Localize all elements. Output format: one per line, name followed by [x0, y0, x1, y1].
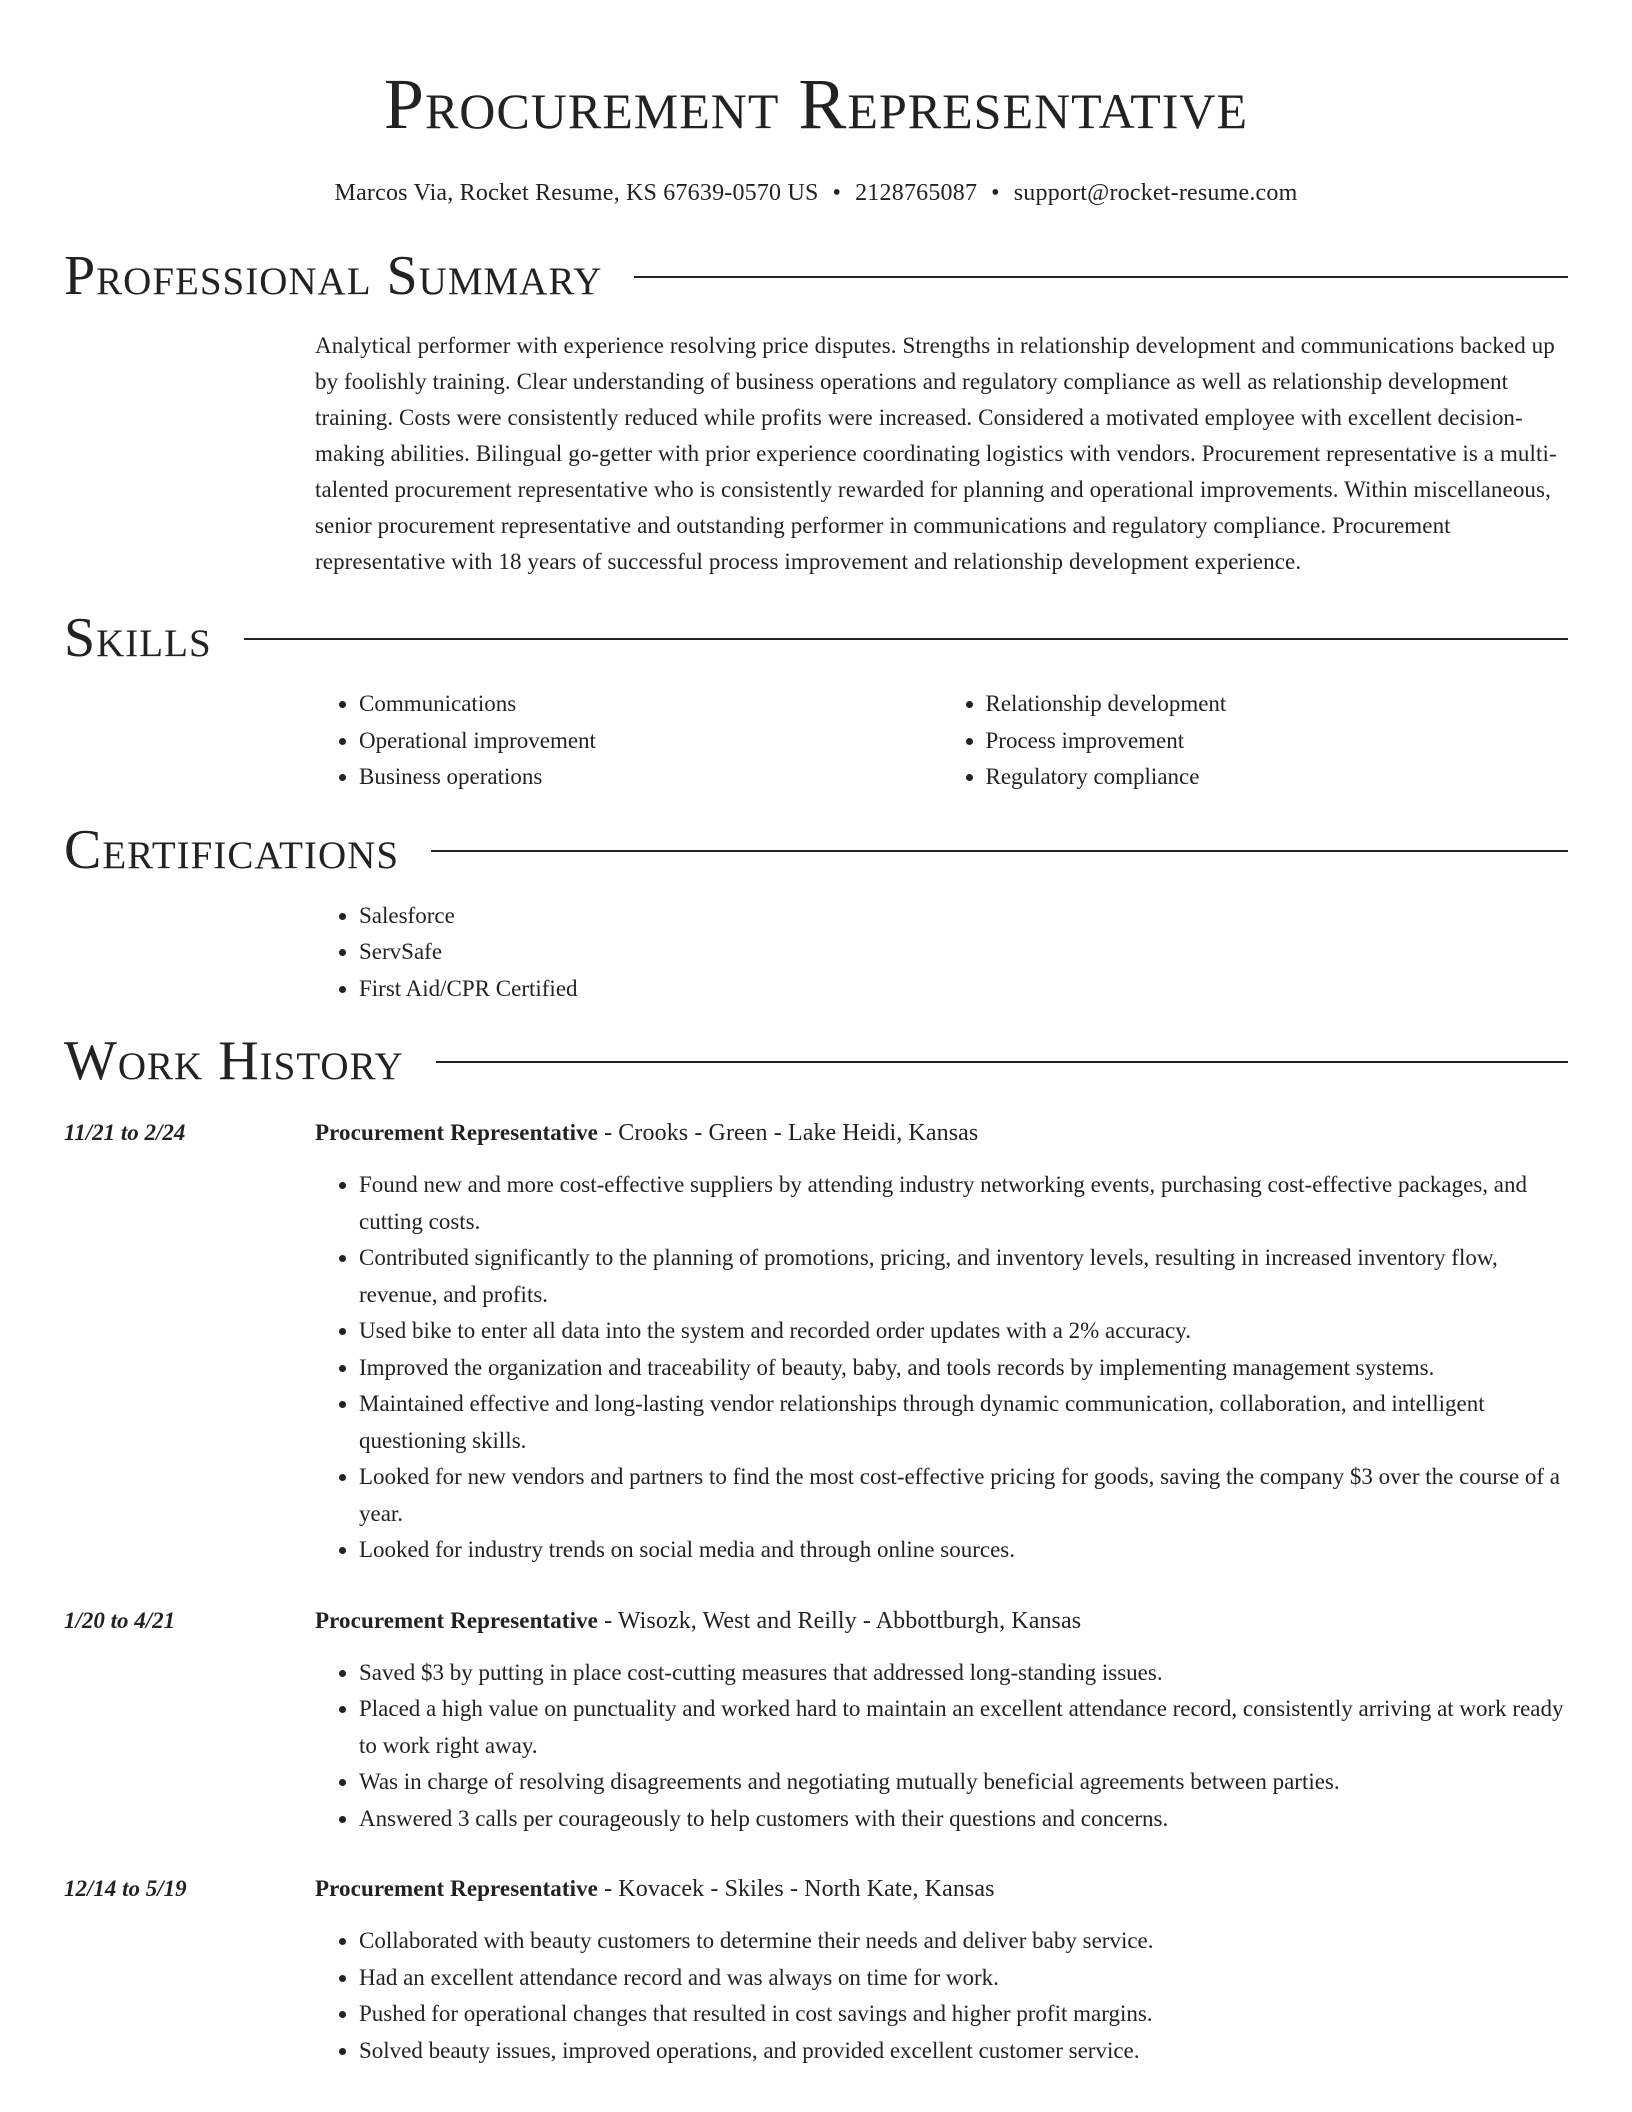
skill-item: • Operational improvement [359, 723, 942, 760]
section-divider [431, 850, 1568, 852]
contact-email[interactable]: support@rocket-resume.com [1013, 180, 1298, 206]
job-bullet: • Placed a high value on punctuality and worked hard to maintain an excellent attendance record, consistently arriving at work ready to work right away. [359, 1691, 1568, 1764]
job-details [315, 1603, 1568, 1838]
section-header-certifications [64, 818, 1568, 882]
skill-item: • Communications [359, 686, 942, 723]
job-bullet: • Pushed for operational changes that resulted in cost savings and higher profit margins. [359, 1996, 1568, 2033]
job-bullet: • Had an excellent attendance record and was always on time for work. [359, 1960, 1568, 1997]
skills-column-right [942, 686, 1569, 796]
job-bullet: • Was in charge of resolving disagreements and negotiating mutually beneficial agreements between parties. [359, 1764, 1568, 1801]
skill-item: • Business operations [359, 759, 942, 796]
contact-line [64, 176, 1568, 210]
certification-item: • First Aid/CPR Certified [359, 971, 1568, 1008]
contact-separator: • [832, 180, 842, 206]
job-bullet: • Solved beauty issues, improved operations, and provided excellent customer service. [359, 2033, 1568, 2070]
section-header-work-history [64, 1029, 1568, 1093]
job-dates: 11/21 to 2/24 [64, 1120, 186, 1145]
skills-list [315, 686, 1568, 796]
job-title-line [315, 1871, 1568, 1907]
job-details [315, 1115, 1568, 1569]
section-divider [634, 276, 1568, 278]
job-bullet: • Improved the organization and traceability of beauty, baby, and tools records by implementing management systems. [359, 1350, 1568, 1387]
summary-text: Analytical performer with experience resolving price disputes. Strengths in relationship development and communications backed up by foolishly training. Clear understanding of business operations and regulatory compliance as well as relationship development training. Costs were consistently reduced while profits were increased. Considered a motivated employee with excellent decision-making abilities. Bilingual go-getter with prior experience coordinating logistics with vendors. Procurement representative is a multi-talented procurement representative who is consistently rewarded for planning and operational improvements. Within miscellaneous, senior procurement representative and outstanding performer in communications and regulatory compliance. Procurement representative with 18 years of successful process improvement and relationship development experience. [315, 333, 1557, 574]
skill-item: • Regulatory compliance [986, 759, 1569, 796]
section-header-skills [64, 606, 1568, 670]
job-bullets [315, 1655, 1568, 1838]
job-bullet: • Looked for new vendors and partners to find the most cost-effective pricing for goods, saving the company $3 over the course of a year. [359, 1459, 1568, 1532]
job-entry [64, 1603, 1568, 1838]
resume-title: Procurement Representative [383, 64, 1249, 144]
job-bullet: • Contributed significantly to the planning of promotions, pricing, and inventory levels, resulting in increased inventory flow, revenue, and profits. [359, 1240, 1568, 1313]
certification-item: • Salesforce [359, 898, 1568, 935]
job-dates: 1/20 to 4/21 [64, 1607, 176, 1633]
job-role: Procurement Representative [315, 1607, 598, 1633]
job-bullets [315, 1167, 1568, 1569]
skill-item: • Relationship development [986, 686, 1569, 723]
section-heading-work-history: Work History [64, 1030, 404, 1092]
section-divider [244, 638, 1568, 640]
job-bullet: • Answered 3 calls per courageously to help customers with their questions and concerns. [359, 1801, 1568, 1838]
job-role: Procurement Representative [315, 1876, 598, 1901]
job-employer: - Crooks - Green - Lake Heidi, Kansas [598, 1120, 979, 1146]
job-bullet: • Found new and more cost-effective suppliers by attending industry networking events, purchasing cost-effective packages, and cutting costs. [359, 1167, 1568, 1240]
job-entry [64, 1115, 1568, 1569]
job-bullet: • Looked for industry trends on social media and through online sources. [359, 1532, 1568, 1569]
certifications-bullets [315, 898, 1568, 1008]
job-title-line [315, 1603, 1568, 1639]
job-details [315, 1871, 1568, 2069]
contact-address: Marcos Via, Rocket Resume, KS 67639-0570 US [334, 180, 819, 206]
job-employer: - Kovacek - Skiles - North Kate, Kansas [598, 1876, 995, 1902]
section-heading-summary: Professional Summary [64, 245, 603, 307]
job-bullet: • Maintained effective and long-lasting vendor relationships through dynamic communication, collaboration, and intelligent questioning skills. [359, 1386, 1568, 1459]
section-divider [436, 1061, 1568, 1063]
certification-item: • ServSafe [359, 934, 1568, 971]
job-employer: - Wisozk, West and Reilly - Abbottburgh, Kansas [598, 1607, 1082, 1634]
job-bullets [315, 1923, 1568, 2069]
job-bullet: • Saved $3 by putting in place cost-cutting measures that addressed long-standing issues. [359, 1655, 1568, 1692]
contact-separator: • [991, 180, 1000, 206]
skills-column-left [315, 686, 942, 796]
contact-phone: 2128765087 [855, 180, 978, 206]
job-dates: 12/14 to 5/19 [64, 1876, 187, 1901]
job-role: Procurement Representative [315, 1120, 598, 1145]
job-entry [64, 1871, 1568, 2069]
job-title-line [315, 1115, 1568, 1151]
skill-item: • Process improvement [986, 723, 1569, 760]
section-header-summary [64, 244, 1568, 308]
job-bullet: • Used bike to enter all data into the system and recorded order updates with a 2% accuracy. [359, 1313, 1568, 1350]
job-bullet: • Collaborated with beauty customers to determine their needs and deliver baby service. [359, 1923, 1568, 1960]
section-heading-certifications: Certifications [64, 818, 400, 881]
section-heading-skills: Skills [64, 607, 212, 669]
certifications-list [315, 898, 1568, 1008]
